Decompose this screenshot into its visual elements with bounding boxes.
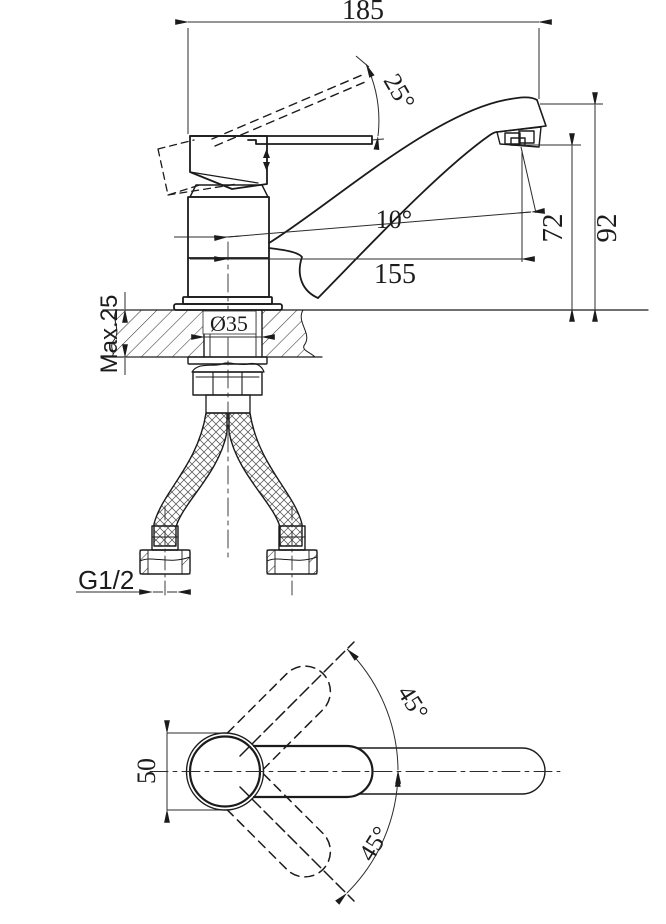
mounting-hardware bbox=[188, 357, 267, 413]
dim-hole-diameter-value: Ø35 bbox=[210, 311, 248, 336]
spout-root-curve bbox=[269, 248, 318, 298]
cartridge-collar bbox=[190, 185, 268, 197]
handle-hub-front-line bbox=[190, 172, 258, 183]
side-view bbox=[103, 75, 648, 598]
dim-total-length-value: 185 bbox=[342, 0, 384, 26]
dim-swing-upper-value: 45° bbox=[391, 681, 434, 726]
base-flange-upper bbox=[183, 297, 272, 304]
dim-spout-angle bbox=[174, 147, 536, 237]
side-view-dimensions bbox=[76, 22, 603, 592]
dim-spout-angle-value: 10° bbox=[375, 205, 413, 234]
dim-spout-reach-value: 155 bbox=[374, 259, 416, 290]
dim-spout-reach bbox=[190, 150, 522, 262]
spout-plan bbox=[358, 748, 545, 794]
countertop-section bbox=[103, 310, 648, 357]
counter-hatch-right bbox=[262, 310, 315, 357]
aerator bbox=[497, 127, 541, 147]
top-view bbox=[150, 642, 560, 901]
faucet-body bbox=[188, 197, 269, 297]
dim-total-length bbox=[188, 22, 539, 134]
dim-handle-angle-value: 25° bbox=[377, 68, 422, 115]
mounting-nut bbox=[193, 372, 262, 395]
ghost-upper-centerline bbox=[240, 642, 354, 756]
dim-thread-size-value: G1/2 bbox=[78, 565, 135, 595]
counter-hatch-left bbox=[112, 310, 204, 357]
dim-base-diameter-value: 50 bbox=[132, 758, 161, 784]
outlet-axis-line bbox=[521, 147, 536, 213]
supply-hoses bbox=[140, 413, 317, 574]
dim-counter-thickness-value: Max.25 bbox=[96, 294, 123, 374]
ghost-lower-centerline bbox=[240, 787, 354, 901]
dim-spout-height-value: 92 bbox=[591, 213, 623, 243]
dim-outlet-height-value: 72 bbox=[537, 213, 569, 243]
dim-swing-lower-value: 45° bbox=[353, 822, 396, 867]
dim-handle-angle bbox=[356, 56, 384, 140]
